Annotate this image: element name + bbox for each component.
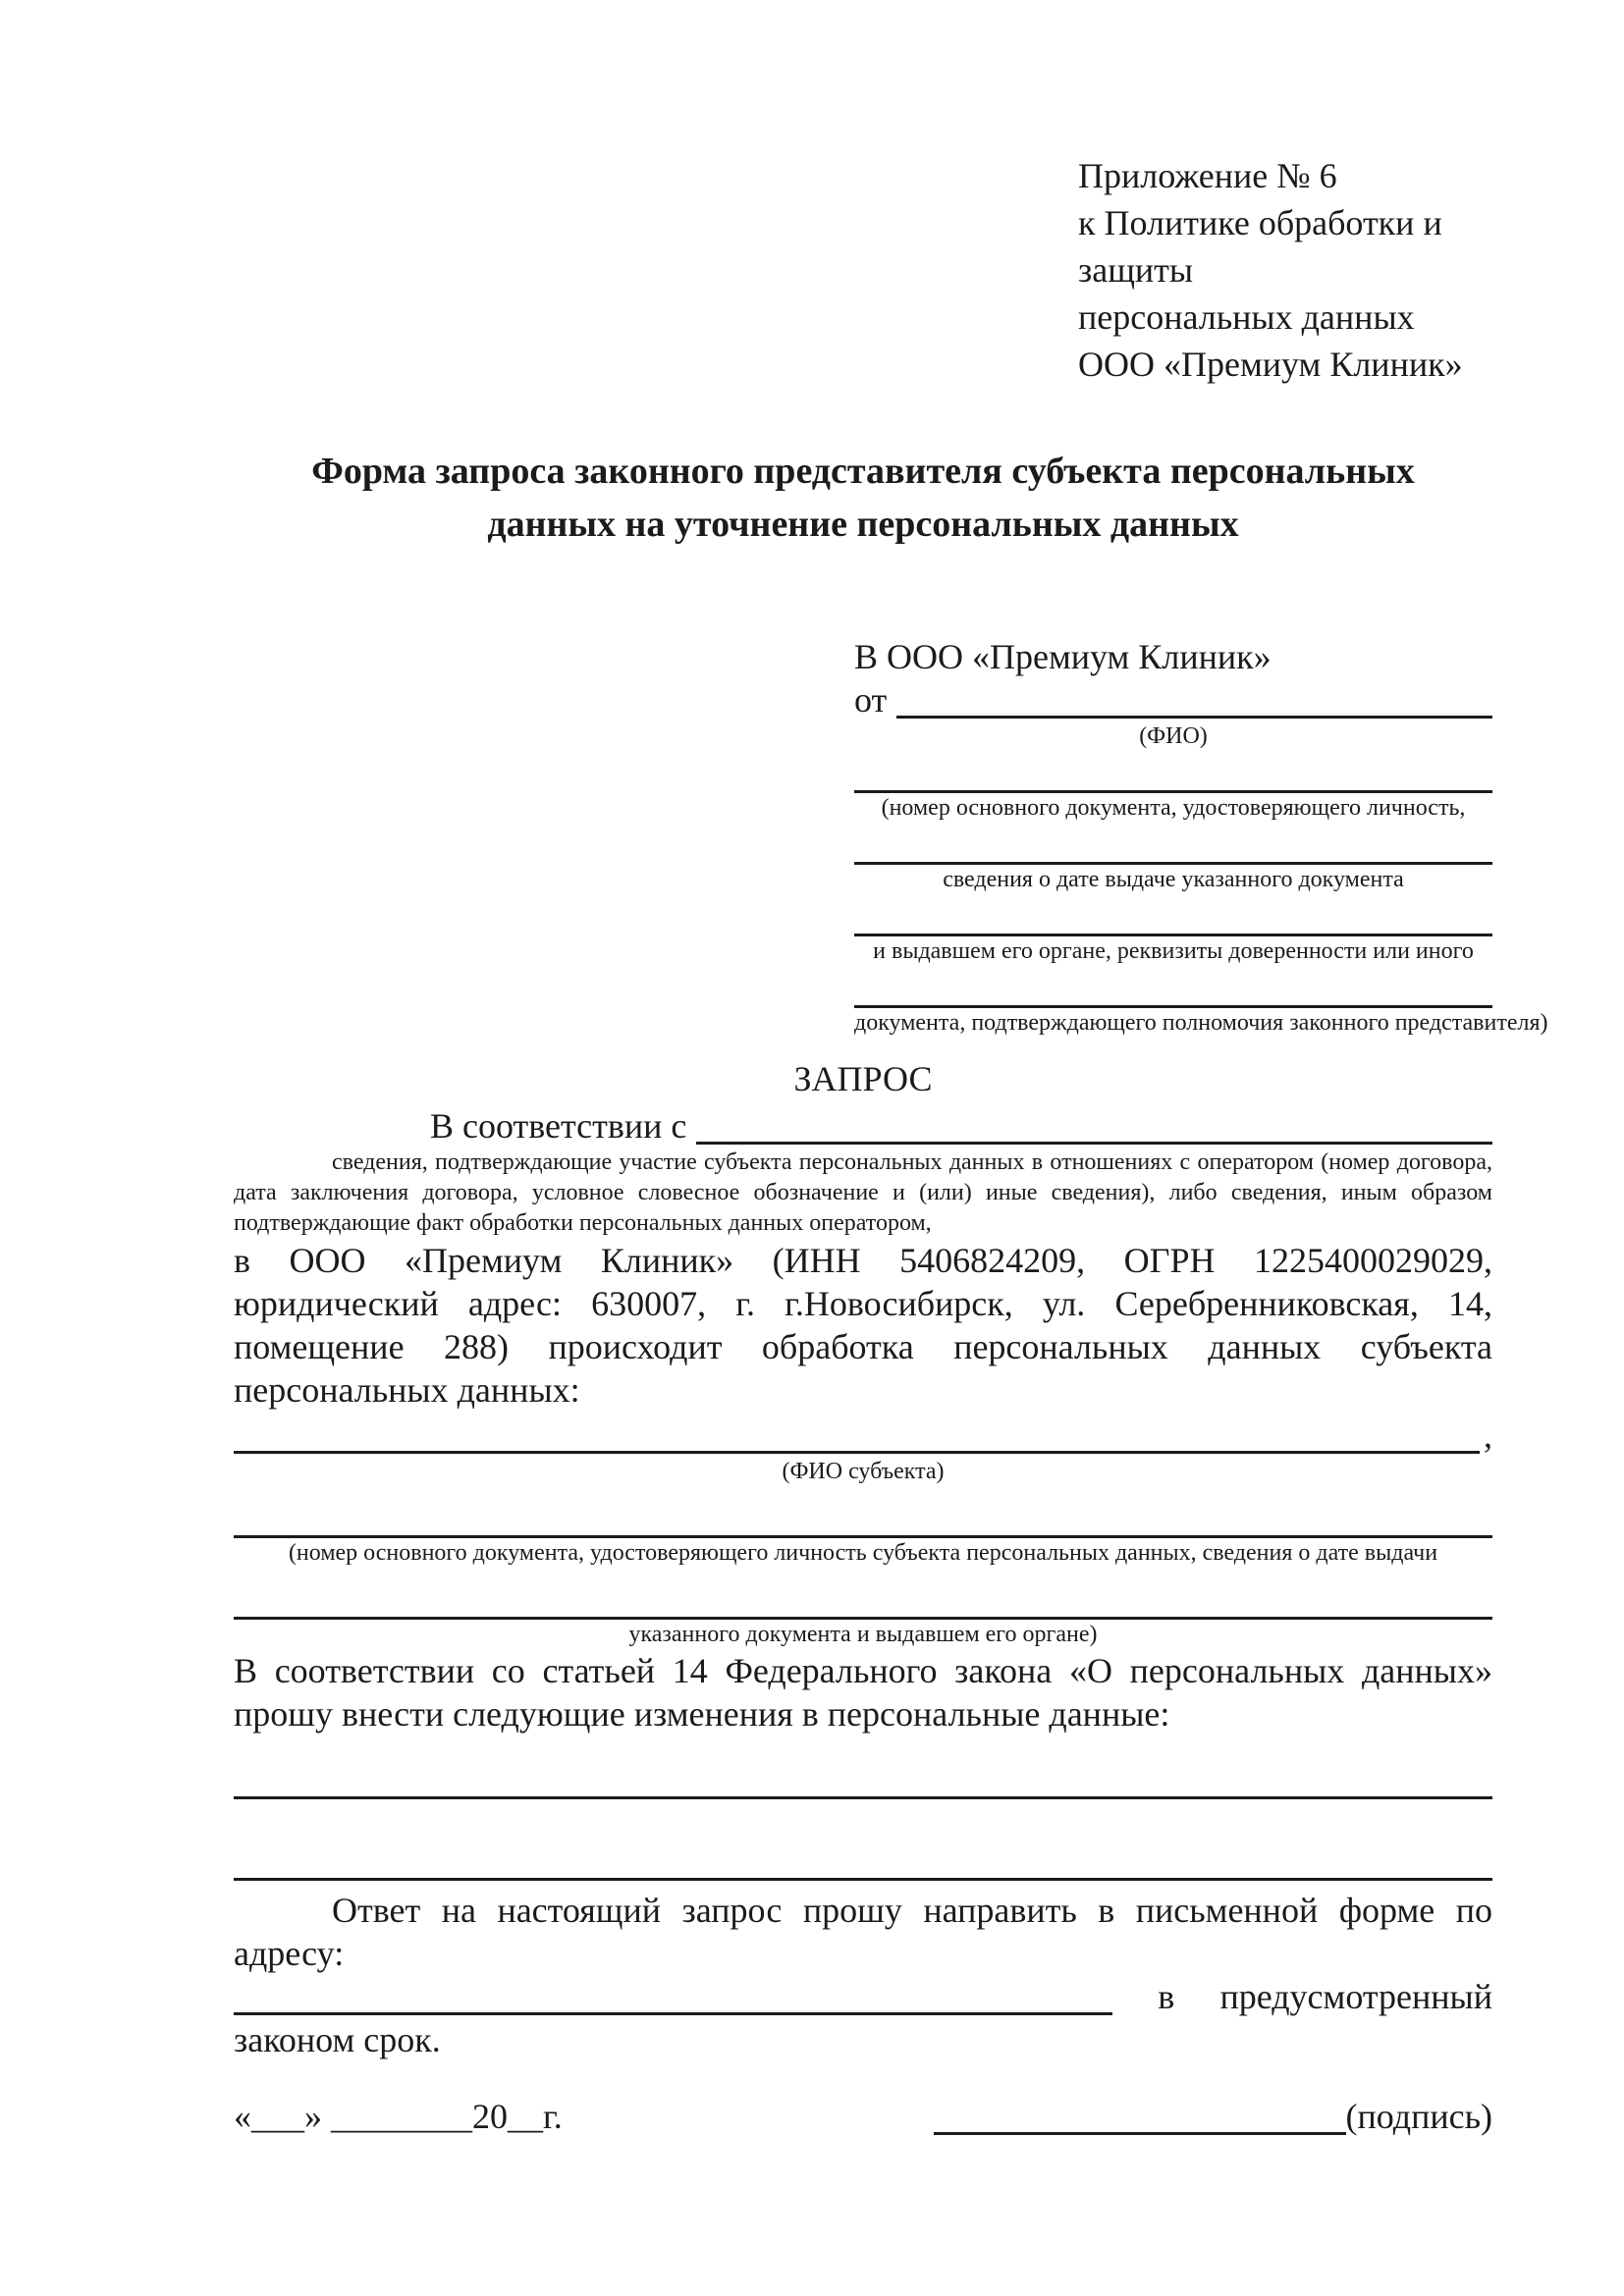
in-accordance-row xyxy=(234,1104,1492,1148)
authority-document-blank-line xyxy=(854,966,1492,1008)
appendix-header xyxy=(1078,152,1492,388)
addressee-block xyxy=(854,635,1548,1038)
subject-doc-blank-line xyxy=(234,1496,1492,1538)
request-heading: ЗАПРОС xyxy=(793,1059,933,1098)
subject-doc-issuer-blank-line xyxy=(234,1577,1492,1620)
appendix-line: к Политике обработки и защиты xyxy=(1078,203,1442,290)
agreement-blank-line xyxy=(696,1104,1492,1145)
issuing-authority-caption: и выдавшем его органе, реквизиты доверенности или иного xyxy=(873,938,1474,964)
changes-blank-line-1 xyxy=(234,1757,1492,1799)
page-title: Форма запроса законного представителя субъекта персональных данных на уточнение персональных данных xyxy=(311,451,1415,545)
appendix-line: персональных данных xyxy=(1078,297,1415,337)
in-accordance-label: В соответствии с xyxy=(430,1106,687,1146)
subject-fio-caption: (ФИО субъекта) xyxy=(782,1459,945,1484)
authority-document-caption: документа, подтверждающего полномочия законного представителя) xyxy=(854,1010,1548,1036)
operator-paragraph: в ООО «Премиум Клиник» (ИНН 5406824209, ОГРН 1225400029029, юридический адрес: 630007, г. г.Новосибирск, ул. Серебренниковская, 14, помещение 288) происходит обработка персональных данных субъекта персональных данных: xyxy=(234,1241,1492,1410)
footer-row xyxy=(234,2095,1492,2138)
answer-word-predusmotrenny: предусмотренный xyxy=(1219,1977,1492,2016)
subject-fio-blank-line xyxy=(234,1414,1480,1454)
changes-blank-line-2 xyxy=(234,1839,1492,1881)
issuing-authority-blank-line xyxy=(854,894,1492,936)
answer-address-row xyxy=(234,1975,1492,2018)
doc-number-blank-line xyxy=(854,751,1492,793)
law-paragraph: В соответствии со статьей 14 Федерального закона «О персональных данных» прошу внести следующие изменения в персональные данные: xyxy=(234,1651,1492,1734)
answer-paragraph-end: законом срок. xyxy=(234,2020,441,2059)
agreement-caption: сведения, подтверждающие участие субъекта персональных данных в отношениях с оператором (номер договора, дата заключения договора, условное словесное обозначение и (или) иные сведения), либо сведения, иным образом подтверждающие факт обработки персональных данных оператором, xyxy=(234,1149,1492,1236)
issue-date-blank-line xyxy=(854,823,1492,865)
signature-blank-line xyxy=(934,2095,1346,2135)
doc-number-caption: (номер основного документа, удостоверяющего личность, xyxy=(881,795,1466,821)
issue-date-caption: сведения о дате выдаче указанного документа xyxy=(943,867,1404,892)
subject-doc-caption: (номер основного документа, удостоверяющего личность субъекта персональных данных, сведения о дате выдачи xyxy=(288,1540,1438,1566)
appendix-line: ООО «Премиум Клиник» xyxy=(1078,345,1463,384)
from-label: от xyxy=(854,680,888,720)
signature-group xyxy=(934,2095,1492,2138)
appendix-line: Приложение № 6 xyxy=(1078,156,1337,195)
addressee-to: В ООО «Премиум Клиник» xyxy=(854,637,1272,676)
signature-caption: (подпись) xyxy=(1345,2097,1492,2136)
from-row xyxy=(854,678,1492,721)
subject-doc-issuer-caption: указанного документа и выдавшем его органе) xyxy=(628,1622,1098,1647)
address-blank-line xyxy=(234,1975,1112,2015)
answer-word-v: в xyxy=(1158,1977,1175,2016)
date-line: «___» ________20__г. xyxy=(234,2097,563,2136)
answer-paragraph-start: Ответ на настоящий запрос прошу направить в письменной форме по адресу: xyxy=(234,1891,1492,1973)
fio-blank-line xyxy=(896,678,1492,719)
subject-fio-row xyxy=(234,1414,1492,1457)
trailing-comma: , xyxy=(1484,1415,1492,1455)
fio-caption: (ФИО) xyxy=(1139,723,1208,749)
